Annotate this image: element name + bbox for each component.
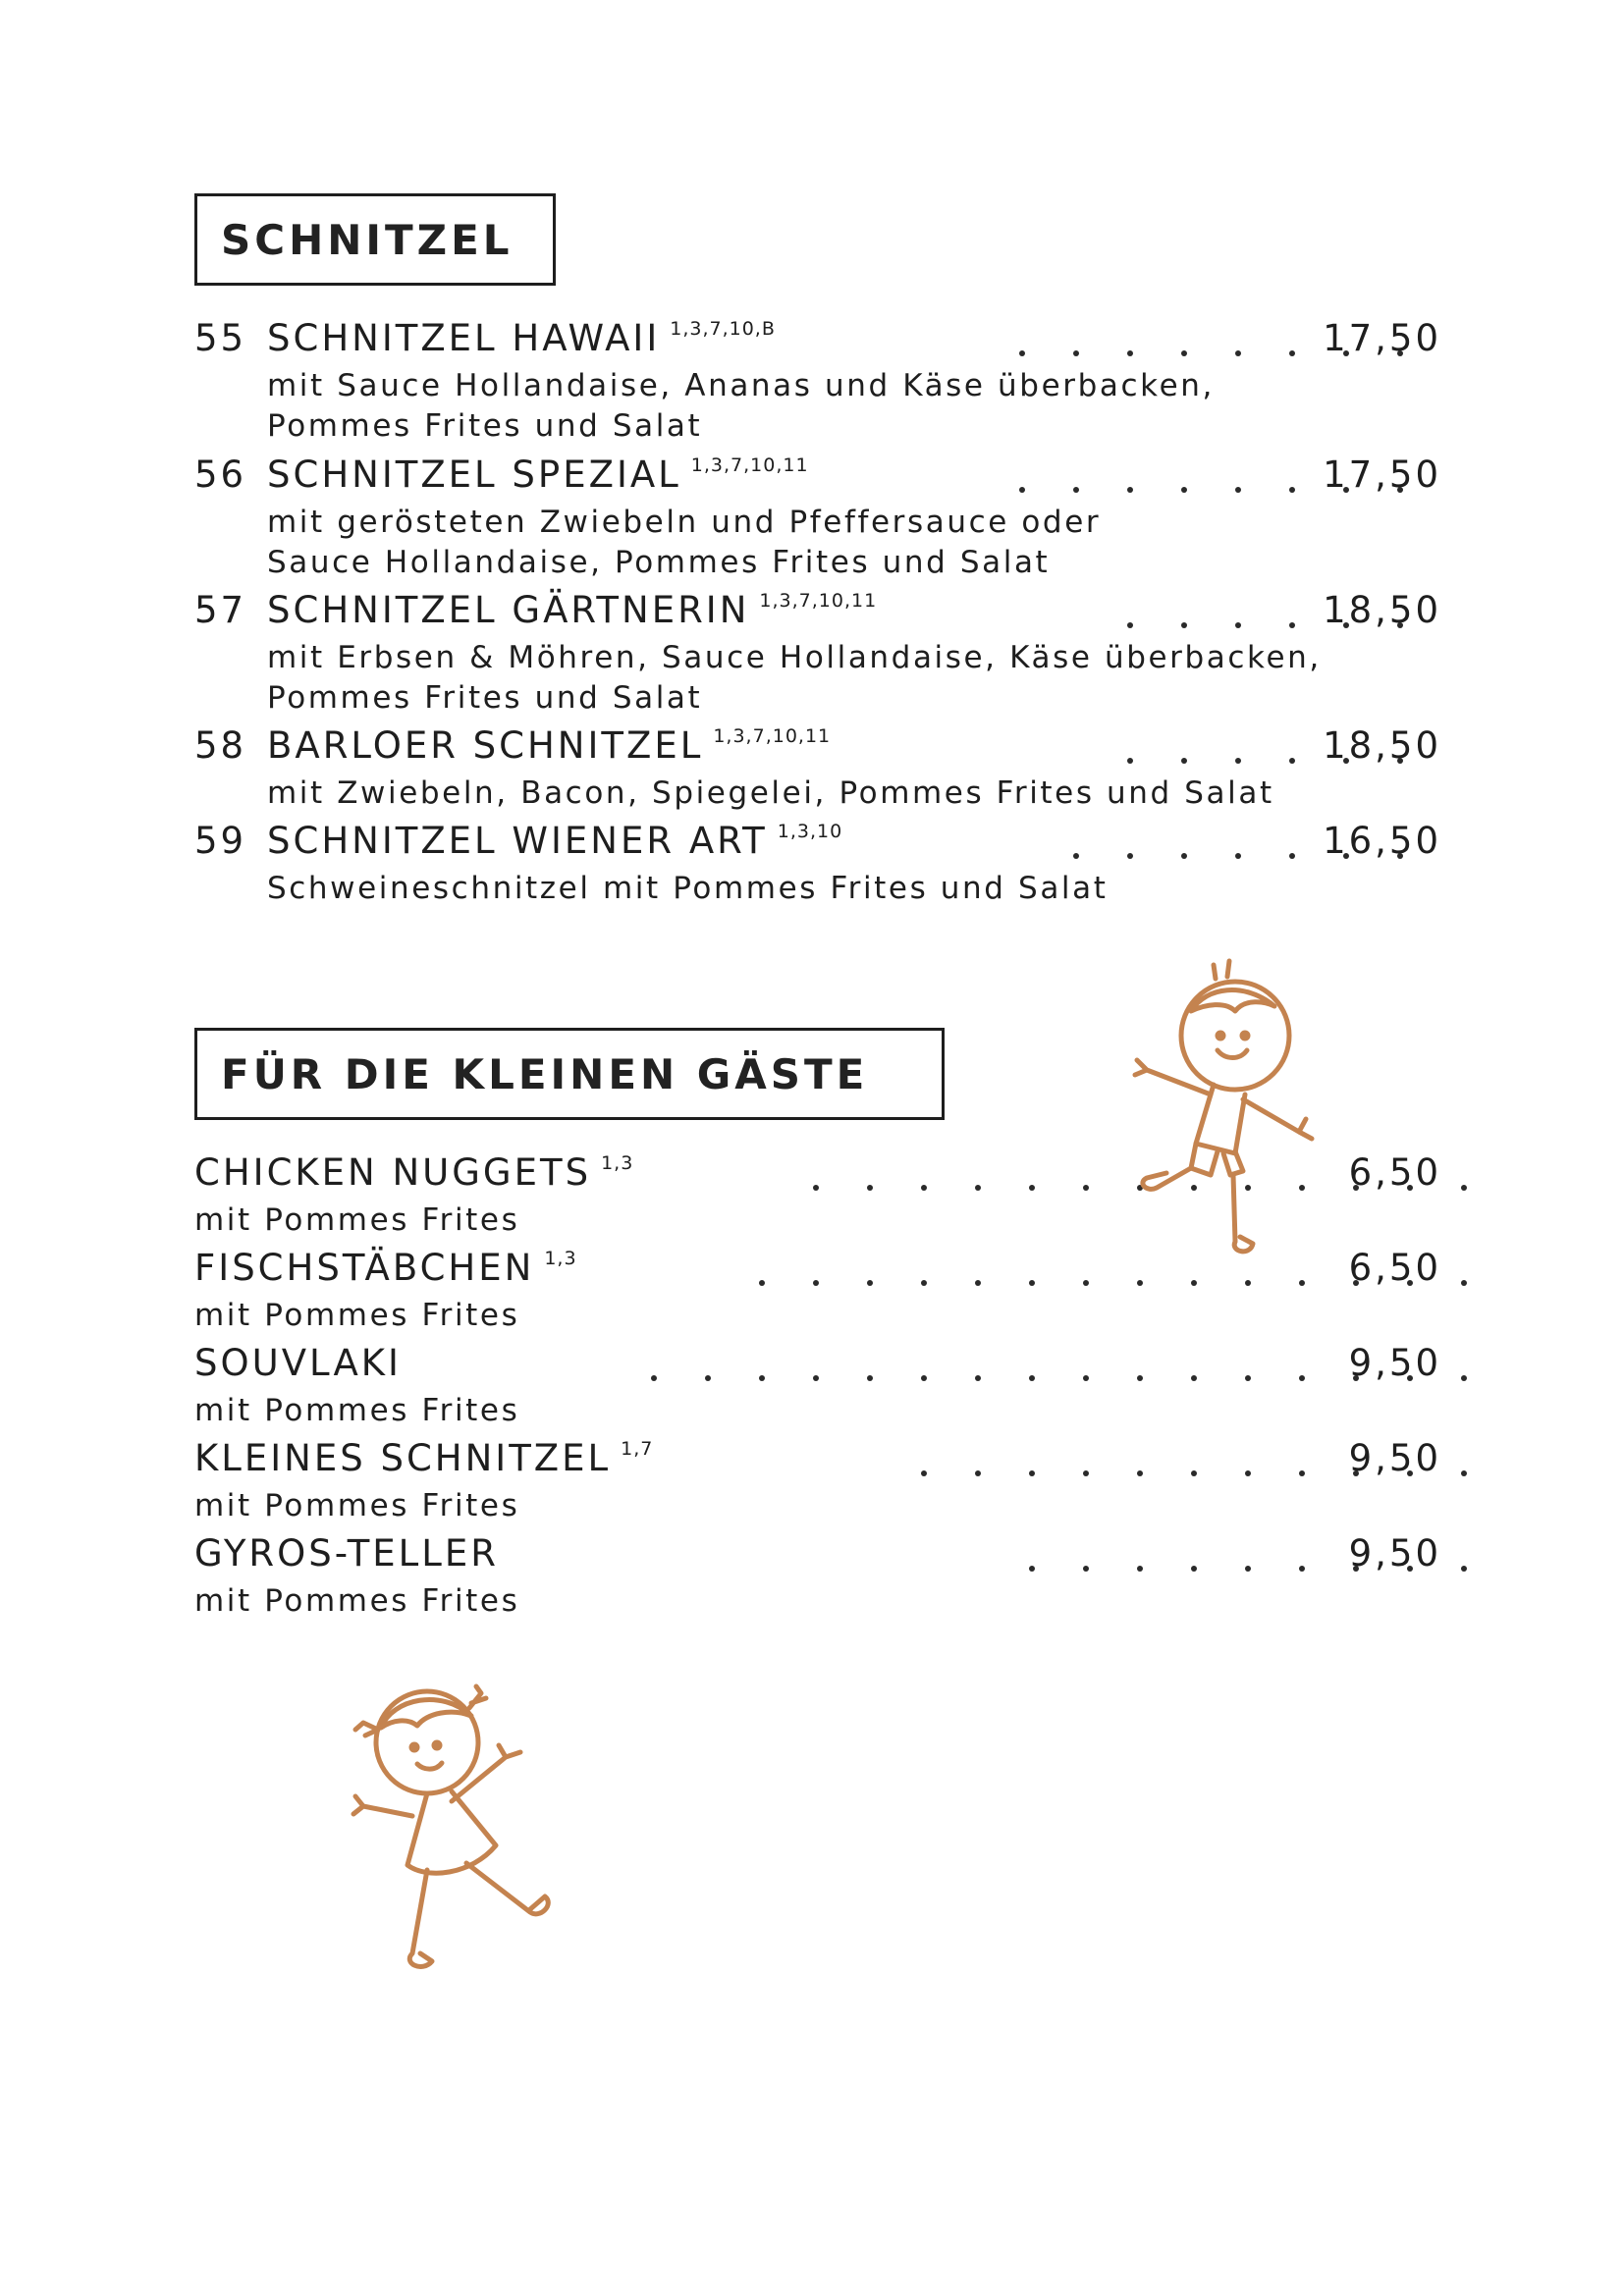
girl-drawing-icon [334,1669,619,1983]
menu-item-58 [194,724,1441,814]
menu-item-56 [194,454,1441,583]
item-description-line: Schweineschnitzel mit Pommes Frites und Salat [267,871,1109,906]
item-name: SCHNITZEL WIENER ART [267,820,768,862]
item-description-line: mit Pommes Frites [194,1488,520,1523]
item-price: 16,50 [1323,820,1441,862]
item-allergens: 1,3,7,10,11 [713,725,832,747]
item-name: KLEINES SCHNITZEL [194,1437,612,1479]
menu-item-57 [194,589,1441,719]
item-description-line: Sauce Hollandaise, Pommes Frites und Salat [267,545,1051,580]
section-title-schnitzel: SCHNITZEL [194,193,556,286]
item-description-line: mit Pommes Frites [194,1393,520,1428]
item-price: 6,50 [1348,1247,1441,1289]
item-description-line: Pommes Frites und Salat [267,680,703,716]
item-price: 18,50 [1323,724,1441,767]
menu-item-55 [194,317,1441,447]
item-price: 9,50 [1348,1437,1441,1479]
item-name: SOUVLAKI [194,1342,402,1384]
dot-leader [1029,1532,1515,1581]
item-allergens: 1,3 [544,1248,577,1269]
item-name: SCHNITZEL SPEZIAL [267,454,681,496]
item-allergens: 1,3,7,10,B [670,318,776,340]
item-price: 18,50 [1323,589,1441,631]
item-number: 59 [194,820,247,862]
item-allergens: 1,3 [601,1152,634,1174]
section-title-kinder: FÜR DIE KLEINEN GÄSTE [194,1028,945,1120]
item-description-line: mit Pommes Frites [194,1583,520,1619]
item-number: 58 [194,724,247,767]
item-number: 56 [194,454,247,496]
item-description-line: Pommes Frites und Salat [267,408,703,444]
item-name: GYROS-TELLER [194,1532,499,1575]
item-name: FISCHSTÄBCHEN [194,1247,535,1289]
item-description-line: mit Erbsen & Möhren, Sauce Hollandaise, Käse überbacken, [267,640,1322,675]
item-name: SCHNITZEL HAWAII [267,317,661,359]
item-price: 17,50 [1323,317,1441,359]
item-price: 17,50 [1323,454,1441,496]
item-name: SCHNITZEL GÄRTNERIN [267,589,750,631]
item-allergens: 1,3,10 [777,821,843,842]
item-description-line: mit Pommes Frites [194,1202,520,1238]
boy-drawing-icon [1098,957,1324,1271]
item-price: 9,50 [1348,1532,1441,1575]
item-allergens: 1,7 [621,1438,654,1460]
menu-item-kleines-schnitzel [194,1437,1441,1526]
item-description-line: mit Sauce Hollandaise, Ananas und Käse überbacken, [267,368,1215,403]
item-allergens: 1,3,7,10,11 [759,590,878,612]
item-description-line: mit Zwiebeln, Bacon, Spiegelei, Pommes Frites und Salat [267,775,1274,811]
item-name: CHICKEN NUGGETS [194,1151,592,1194]
menu-item-59 [194,820,1441,909]
item-price: 6,50 [1348,1151,1441,1194]
item-price: 9,50 [1348,1342,1441,1384]
item-description-line: mit Pommes Frites [194,1298,520,1333]
item-description-line: mit gerösteten Zwiebeln und Pfeffersauce oder [267,505,1102,540]
item-name: BARLOER SCHNITZEL [267,724,704,767]
item-allergens: 1,3,7,10,11 [690,454,809,476]
item-number: 55 [194,317,247,359]
item-number: 57 [194,589,247,631]
menu-item-gyros-teller [194,1532,1441,1622]
menu-item-souvlaki [194,1342,1441,1431]
